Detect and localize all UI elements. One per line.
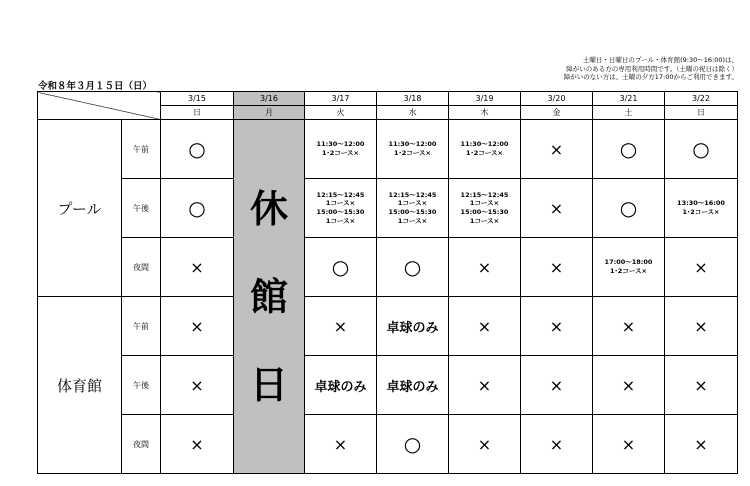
header-weekday: 土 [593,106,665,120]
schedule-cell [377,120,449,179]
time-restriction [665,199,737,216]
available-mark: ○ [619,195,638,220]
schedule-cell [377,238,449,297]
schedule-cell [161,356,234,415]
schedule-cell [521,238,593,297]
schedule-cell [521,120,593,179]
header-weekday: 月 [234,106,305,120]
time-restriction-line: 11:30〜12:00 [316,140,365,149]
unavailable-mark: × [549,375,564,395]
schedule-cell [593,120,665,179]
schedule-cell [665,415,738,474]
available-mark: ○ [188,136,206,161]
time-restriction-line: 1･2コース× [322,149,359,157]
schedule-cell [593,238,665,297]
time-restriction [449,140,520,157]
header-weekday: 日 [161,106,234,120]
header-date: 3/21 [593,92,665,106]
issue-date: 令和８年３月１５日（日） [38,81,153,92]
schedule-cell [161,238,234,297]
schedule-cell [161,120,234,179]
time-restriction-line: 15:00〜15:30 [460,208,509,216]
unavailable-mark: × [190,434,204,454]
schedule-cell [449,179,521,238]
table-tennis-only: 卓球のみ [386,379,439,395]
unavailable-mark: × [190,257,204,277]
schedule-cell [161,297,234,356]
schedule-row [38,415,738,474]
time-restriction-line: 1コース× [325,216,356,225]
unavailable-mark: × [333,434,348,454]
schedule-cell [377,297,449,356]
usage-note-line: 障がいのない方は、土曜の夕方17:00からご利用できます。 [563,73,738,81]
category-label: プール [38,120,122,297]
unavailable-mark: × [190,316,204,336]
schedule-cell [305,120,377,179]
schedule-cell [665,238,738,297]
schedule-cell [305,179,377,238]
schedule-cell [593,356,665,415]
unavailable-mark: × [549,257,564,277]
unavailable-mark: × [333,316,348,336]
time-restriction-line: 15:00〜15:30 [388,208,437,216]
header-weekday: 金 [521,106,593,120]
schedule-cell [665,179,738,238]
time-restriction-line: 11:30〜12:00 [460,140,509,149]
schedule-cell [449,297,521,356]
unavailable-mark: × [549,434,564,454]
header-date: 3/19 [449,92,521,106]
time-restriction-line: 12:15〜12:45 [388,190,437,199]
time-restriction-line: 13:30〜16:00 [677,199,725,208]
period-label: 午前 [122,297,161,356]
available-mark: ○ [692,136,710,161]
schedule-cell [449,415,521,474]
header-date: 3/16 [234,92,305,106]
unavailable-mark: × [477,257,492,277]
time-restriction-line: 12:15〜12:45 [460,190,509,199]
schedule-row [38,356,738,415]
period-label: 夜間 [122,238,161,297]
schedule-cell [665,356,738,415]
category-label: 体育館 [38,297,122,474]
unavailable-mark: × [621,375,636,395]
schedule-cell [377,415,449,474]
unavailable-mark: × [190,375,204,395]
schedule-cell [521,179,593,238]
schedule-cell [377,179,449,238]
header-weekday: 火 [305,106,377,120]
period-label: 午後 [122,356,161,415]
available-mark: ○ [331,254,350,279]
schedule-cell [449,120,521,179]
time-restriction-line: 1コース× [325,199,356,208]
schedule-cell [305,297,377,356]
time-restriction-line: 1コース× [469,216,500,225]
period-label: 午前 [122,120,161,179]
usage-note-line: 土曜日・日曜日のプール・体育館(9:30〜16:00)は、 [582,56,738,64]
unavailable-mark: × [621,434,636,454]
unavailable-mark: × [694,434,708,454]
header-date: 3/15 [161,92,234,106]
schedule-cell [665,120,738,179]
header-weekday: 木 [449,106,521,120]
unavailable-mark: × [477,434,492,454]
table-tennis-only: 卓球のみ [314,379,367,395]
time-restriction [305,140,376,157]
table-tennis-only: 卓球のみ [386,320,439,336]
available-mark: ○ [403,254,422,279]
time-restriction-line: 15:00〜15:30 [316,208,365,216]
schedule-row [38,297,738,356]
schedule-cell [377,356,449,415]
schedule-cell [305,415,377,474]
header-date: 3/17 [305,92,377,106]
time-restriction [305,191,376,225]
unavailable-mark: × [477,375,492,395]
period-label: 夜間 [122,415,161,474]
time-restriction [377,191,448,225]
time-restriction-line: 12:15〜12:45 [316,190,365,199]
header-date-row [38,92,738,106]
schedule-cell [161,179,234,238]
unavailable-mark: × [549,198,564,218]
header-date: 3/22 [665,92,738,106]
schedule-cell [305,238,377,297]
schedule-row [38,179,738,238]
time-restriction [449,191,520,225]
schedule-row [38,238,738,297]
schedule-cell [521,415,593,474]
period-label: 午後 [122,179,161,238]
unavailable-mark: × [694,316,708,336]
unavailable-mark: × [694,375,708,395]
unavailable-mark: × [549,139,564,159]
schedule-row [38,120,738,179]
usage-note [438,56,738,82]
available-mark: ○ [619,136,638,161]
usage-note-line: 障がいのある方の専用利用時間です。（土曜の祝日は除く） [566,64,738,73]
time-restriction-line: 1コース× [469,199,500,208]
time-restriction-line: 1･2コース× [394,149,431,157]
unavailable-mark: × [549,316,564,336]
header-corner [38,92,161,120]
available-mark: ○ [403,431,422,456]
schedule-cell [449,238,521,297]
closed-day-char: 日 [249,362,288,407]
time-restriction [593,258,664,275]
unavailable-mark: × [621,316,636,336]
header-date: 3/18 [377,92,449,106]
time-restriction-line: 17:00〜18:00 [604,258,653,267]
schedule-cell [665,297,738,356]
schedule-table [37,91,738,474]
time-restriction-line: 11:30〜12:00 [388,140,437,149]
schedule-cell [593,297,665,356]
time-restriction-line: 1コース× [397,216,428,225]
header-weekday: 水 [377,106,449,120]
header-weekday: 日 [665,106,738,120]
schedule-cell [593,179,665,238]
closed-day-char: 休 [249,186,288,231]
time-restriction-line: 1･2コース× [682,208,720,216]
unavailable-mark: × [477,316,492,336]
time-restriction-line: 1コース× [397,199,428,208]
time-restriction-line: 1･2コース× [610,267,647,275]
schedule-cell [161,415,234,474]
schedule-cell [521,297,593,356]
schedule-cell [305,356,377,415]
time-restriction-line: 1･2コース× [466,149,503,157]
closed-day-cell [234,120,305,474]
unavailable-mark: × [694,257,708,277]
closed-day-char: 館 [249,274,288,319]
time-restriction [377,140,448,157]
schedule-cell [521,356,593,415]
header-date: 3/20 [521,92,593,106]
schedule-cell [593,415,665,474]
schedule-cell [449,356,521,415]
available-mark: ○ [188,195,206,220]
